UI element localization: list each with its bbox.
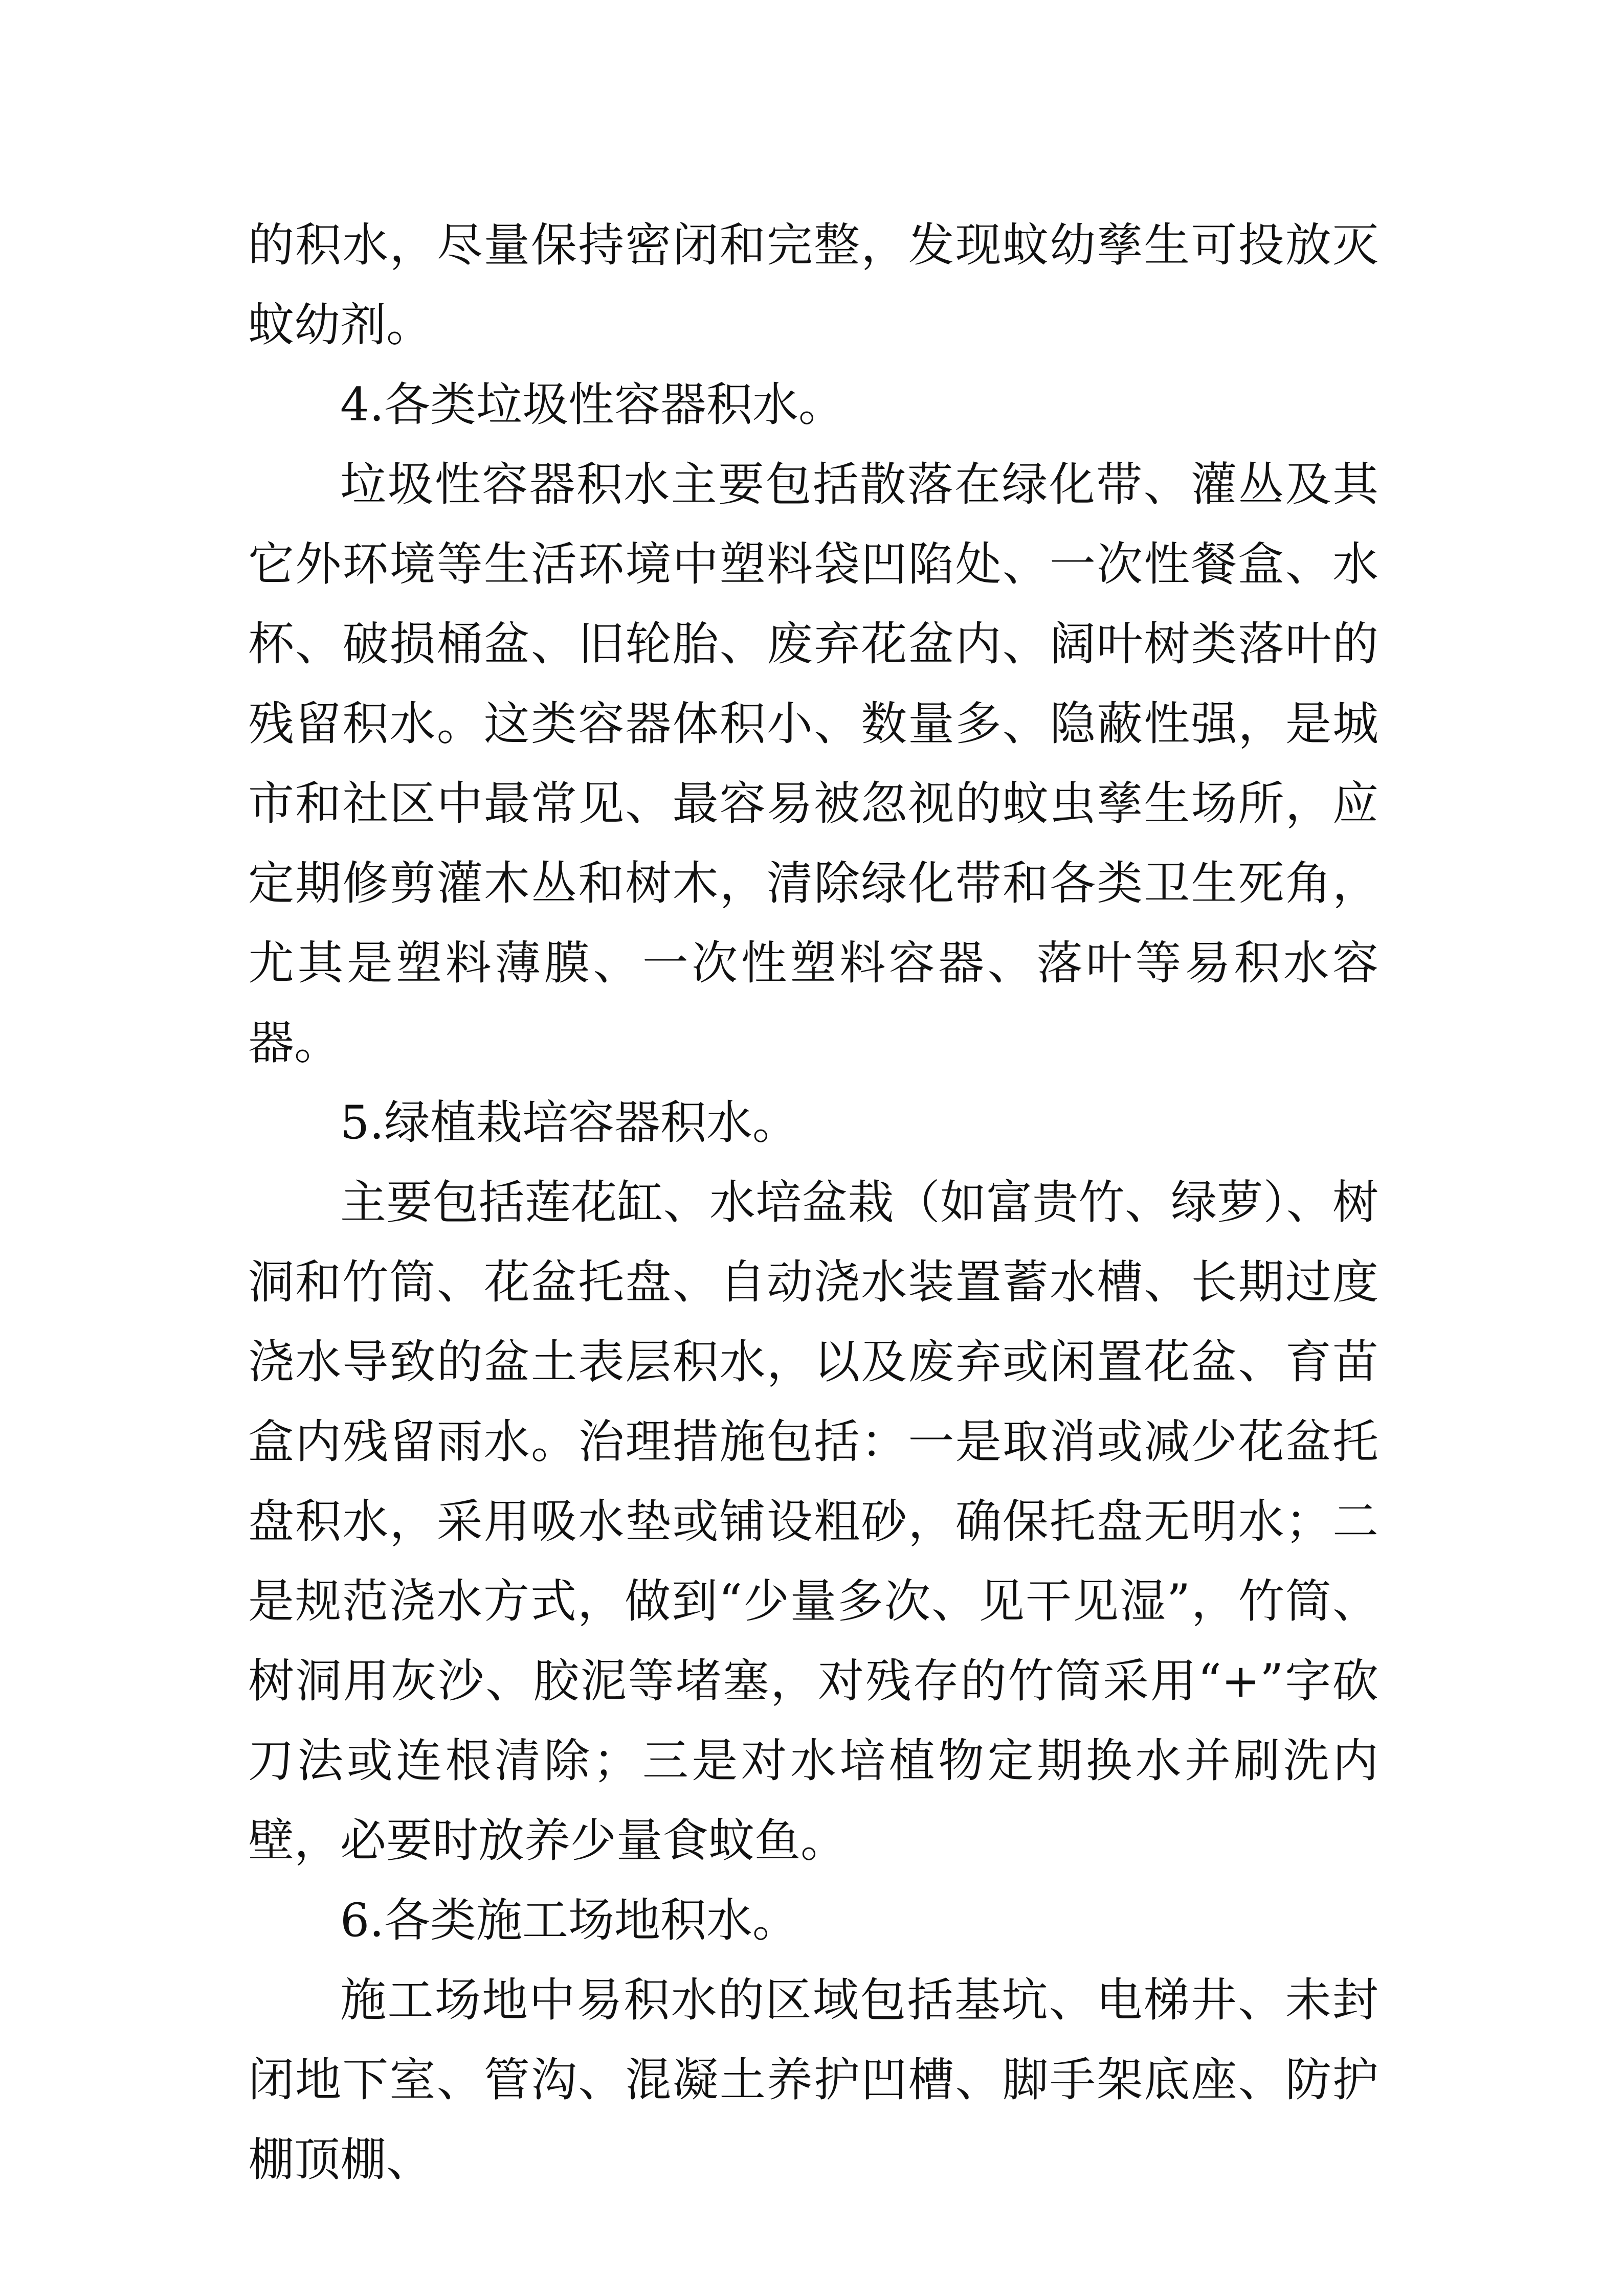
paragraph-garbage-containers: 垃圾性容器积水主要包括散落在绿化带、灌丛及其它外环境等生活环境中塑料袋凹陷处、一次性餐盒、水杯、破损桶盆、旧轮胎、废弃花盆内、阔叶树类落叶的残留积水。这类容器体积小、数量多、隐蔽性强，是城市和社区中最常见、最容易被忽视的蚊虫孳生场所，应定期修剪灌木丛和树木，清除绿化带和各类卫生死角，尤其是塑料薄膜、一次性塑料容器、落叶等易积水容器。 — [248, 458, 1378, 1070]
section-heading-4: 4.各类垃圾性容器积水。 — [340, 378, 844, 432]
document-body — [248, 206, 1378, 2200]
section-heading-6: 6.各类施工场地积水。 — [340, 1894, 798, 1947]
section-heading-5: 5.绿植栽培容器积水。 — [340, 1096, 798, 1150]
paragraph-plant-containers: 主要包括莲花缸、水培盆栽（如富贵竹、绿萝）、树洞和竹筒、花盆托盘、自动浇水装置蓄水槽、长期过度浇水导致的盆土表层积水，以及废弃或闲置花盆、育苗盒内残留雨水。治理措施包括：一是取消或减少花盆托盘积水，采用吸水垫或铺设粗砂，确保托盘无明水；二是规范浇水方式，做到“少量多次、见干见湿”，竹筒、树洞用灰沙、胶泥等堵塞，对残存的竹筒采用“+”字砍刀法或连根清除；三是对水培植物定期换水并刷洗内壁，必要时放养少量食蚊鱼。 — [248, 1176, 1378, 1867]
paragraph-construction-sites: 施工场地中易积水的区域包括基坑、电梯井、未封闭地下室、管沟、混凝土养护凹槽、脚手架底座、防护棚顶棚、 — [248, 1973, 1378, 2187]
paragraph-continuation: 的积水，尽量保持密闭和完整，发现蚊幼孳生可投放灭蚊幼剂。 — [248, 218, 1378, 352]
